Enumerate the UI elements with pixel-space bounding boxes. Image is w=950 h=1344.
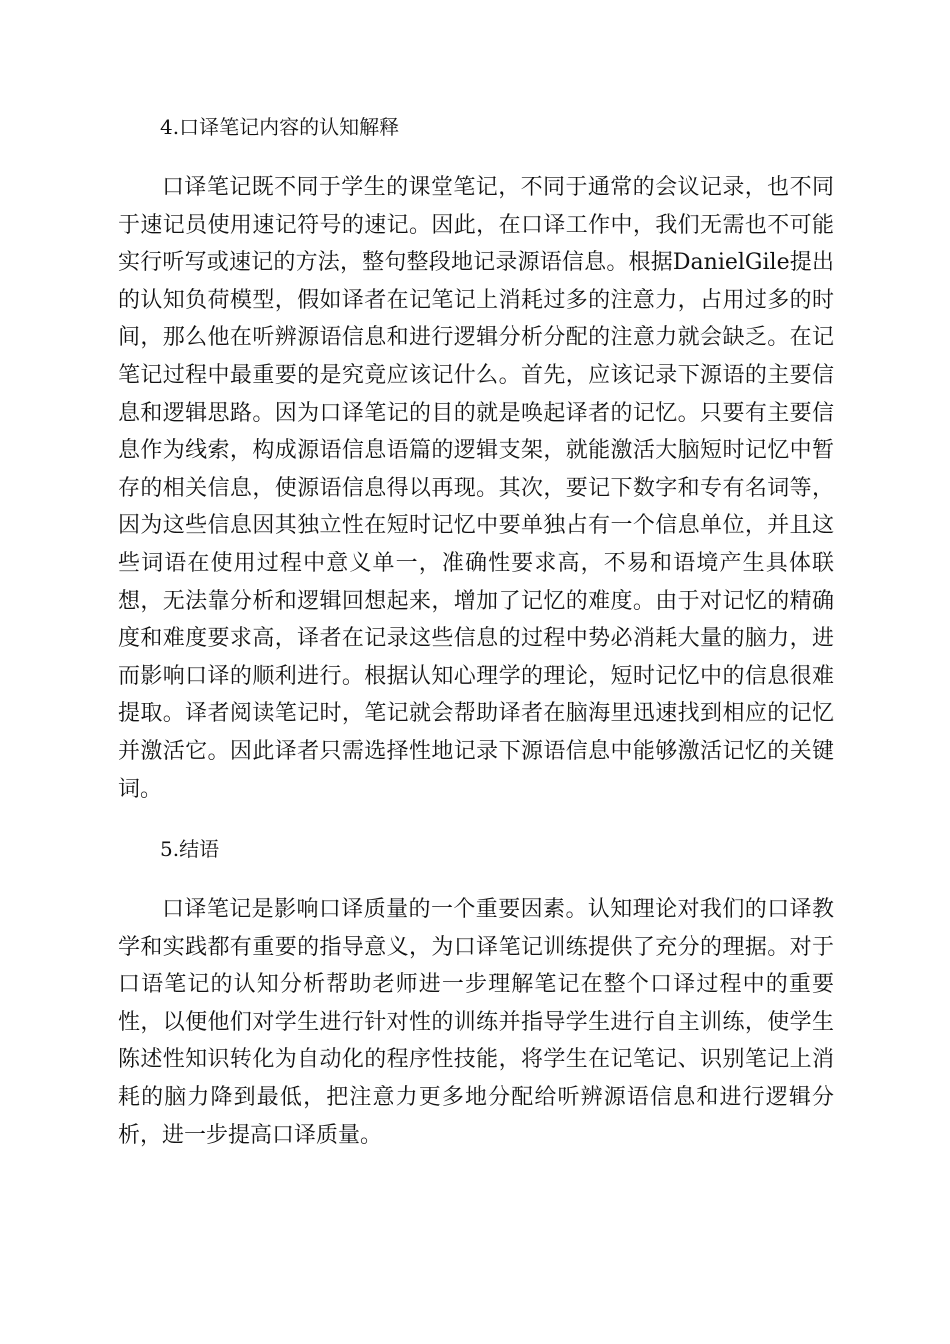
spacer (118, 808, 834, 830)
spacer (118, 146, 834, 169)
document-page (118, 108, 834, 1154)
section-5-heading: 5.结语 (160, 837, 220, 862)
section-5-paragraph: 口译笔记是影响口译质量的一个重要因素。认知理论对我们的口译教学和实践都有重要的指导意义，为口译笔记训练提供了充分的理据。对于口语笔记的认知分析帮助老师进一步理解笔记在整个口译过程中的重要性，以便他们对学生进行针对性的训练并指导学生进行自主训练，使学生陈述性知识转化为自动化的程序性技能，将学生在记笔记、识别笔记上消耗的脑力降到最低，把注意力更多地分配给听辨源语信息和进行逻辑分析，进一步提高口译质量。 (118, 897, 834, 1148)
section-4-heading: 4.口译笔记内容的认知解释 (160, 115, 400, 139)
spacer (118, 868, 834, 891)
section-4-paragraph: 口译笔记既不同于学生的课堂笔记，不同于通常的会议记录，也不同于速记员使用速记符号的速记。因此，在口译工作中，我们无需也不可能实行听写或速记的方法，整句整段地记录源语信息。根据DanielGile提出的认知负荷模型，假如译者在记笔记上消耗过多的注意力，占用过多的时间，那么他在听辨源语信息和进行逻辑分析分配的注意力就会缺乏。在记笔记过程中最重要的是究竟应该记什么。首先，应该记录下源语的主要信息和逻辑思路。因为口译笔记的目的就是唤起译者的记忆。只要有主要信息作为线索，构成源语信息语篇的逻辑支架，就能激活大脑短时记忆中暂存的相关信息，使源语信息得以再现。其次，要记下数字和专有名词等，因为这些信息因其独立性在短时记忆中要单独占有一个信息单位，并且这些词语在使用过程中意义单一，准确性要求高，不易和语境产生具体联想，无法靠分析和逻辑回想起来，增加了记忆的难度。由于对记忆的精确度和难度要求高，译者在记录这些信息的过程中势必消耗大量的脑力，进而影响口译的顺利进行。根据认知心理学的理论，短时记忆中的信息很难提取。译者阅读笔记时，笔记就会帮助译者在脑海里迅速找到相应的记忆并激活它。因此译者只需选择性地记录下源语信息中能够激活记忆的关键词。 (118, 175, 834, 802)
